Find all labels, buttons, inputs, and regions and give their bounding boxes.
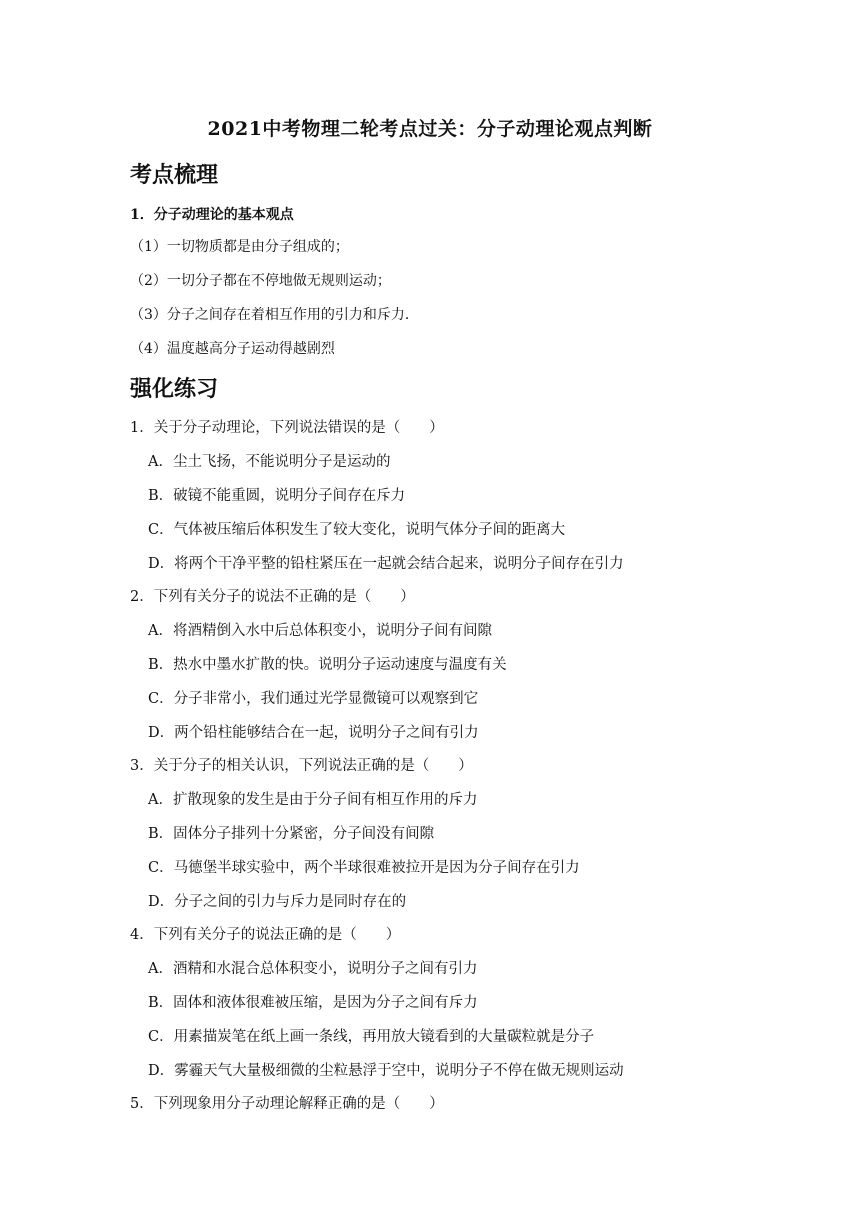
question-2-stem: 2．下列有关分子的说法不正确的是（ ）	[130, 589, 415, 605]
question-1-option-b: B．破镜不能重圆，说明分子间存在斥力	[148, 488, 406, 504]
question-5-stem: 5．下列现象用分子动理论解释正确的是（ ）	[130, 1096, 444, 1112]
key-point-3: （3）分子之间存在着相互作用的引力和斥力．	[130, 307, 419, 323]
section-heading-practice: 强化练习	[130, 377, 219, 402]
question-4-stem: 4．下列有关分子的说法正确的是（ ）	[130, 927, 401, 943]
question-1-option-a: A．尘土飞扬，不能说明分子是运动的	[148, 454, 391, 470]
question-1-option-d: D．将两个干净平整的铅柱紧压在一起就会结合起来，说明分子间存在引力	[148, 556, 624, 572]
question-3-option-d: D．分子之间的引力与斥力是同时存在的	[148, 894, 407, 910]
section-heading-key-points: 考点梳理	[130, 163, 219, 188]
question-4-option-a: A．酒精和水混合总体积变小，说明分子之间有引力	[148, 961, 478, 977]
question-1-stem: 1．关于分子动理论，下列说法错误的是（ ）	[130, 420, 444, 436]
question-2-option-b: B．热水中墨水扩散的快。说明分子运动速度与温度有关	[148, 657, 507, 673]
key-point-1: （1）一切物质都是由分子组成的；	[130, 239, 349, 255]
question-2-option-c: C．分子非常小，我们通过光学显微镜可以观察到它	[148, 691, 479, 707]
key-point-4: （4）温度越高分子运动得越剧烈	[130, 341, 335, 357]
subheading-basic-views: 1．分子动理论的基本观点	[130, 207, 294, 223]
question-3-option-c: C．马德堡半球实验中，两个半球很难被拉开是因为分子间存在引力	[148, 860, 580, 876]
question-2-option-d: D．两个铅柱能够结合在一起，说明分子之间有引力	[148, 725, 479, 741]
question-4-option-d: D．雾霾天气大量极细微的尘粒悬浮于空中，说明分子不停在做无规则运动	[148, 1063, 624, 1079]
key-point-2: （2）一切分子都在不停地做无规则运动；	[130, 273, 391, 289]
question-3-option-a: A．扩散现象的发生是由于分子间有相互作用的斥力	[148, 792, 478, 808]
question-3-option-b: B．固体分子排列十分紧密，分子间没有间隙	[148, 826, 435, 842]
question-4-option-b: B．固体和液体很难被压缩，是因为分子之间有斥力	[148, 995, 478, 1011]
question-4-option-c: C．用素描炭笔在纸上画一条线，再用放大镜看到的大量碳粒就是分子	[148, 1029, 595, 1045]
question-2-option-a: A．将酒精倒入水中后总体积变小，说明分子间有间隙	[148, 623, 492, 639]
question-3-stem: 3．关于分子的相关认识，下列说法正确的是（ ）	[130, 758, 473, 774]
question-1-option-c: C．气体被压缩后体积发生了较大变化，说明气体分子间的距离大	[148, 522, 566, 538]
document-title: 2021中考物理二轮考点过关：分子动理论观点判断	[207, 118, 653, 140]
